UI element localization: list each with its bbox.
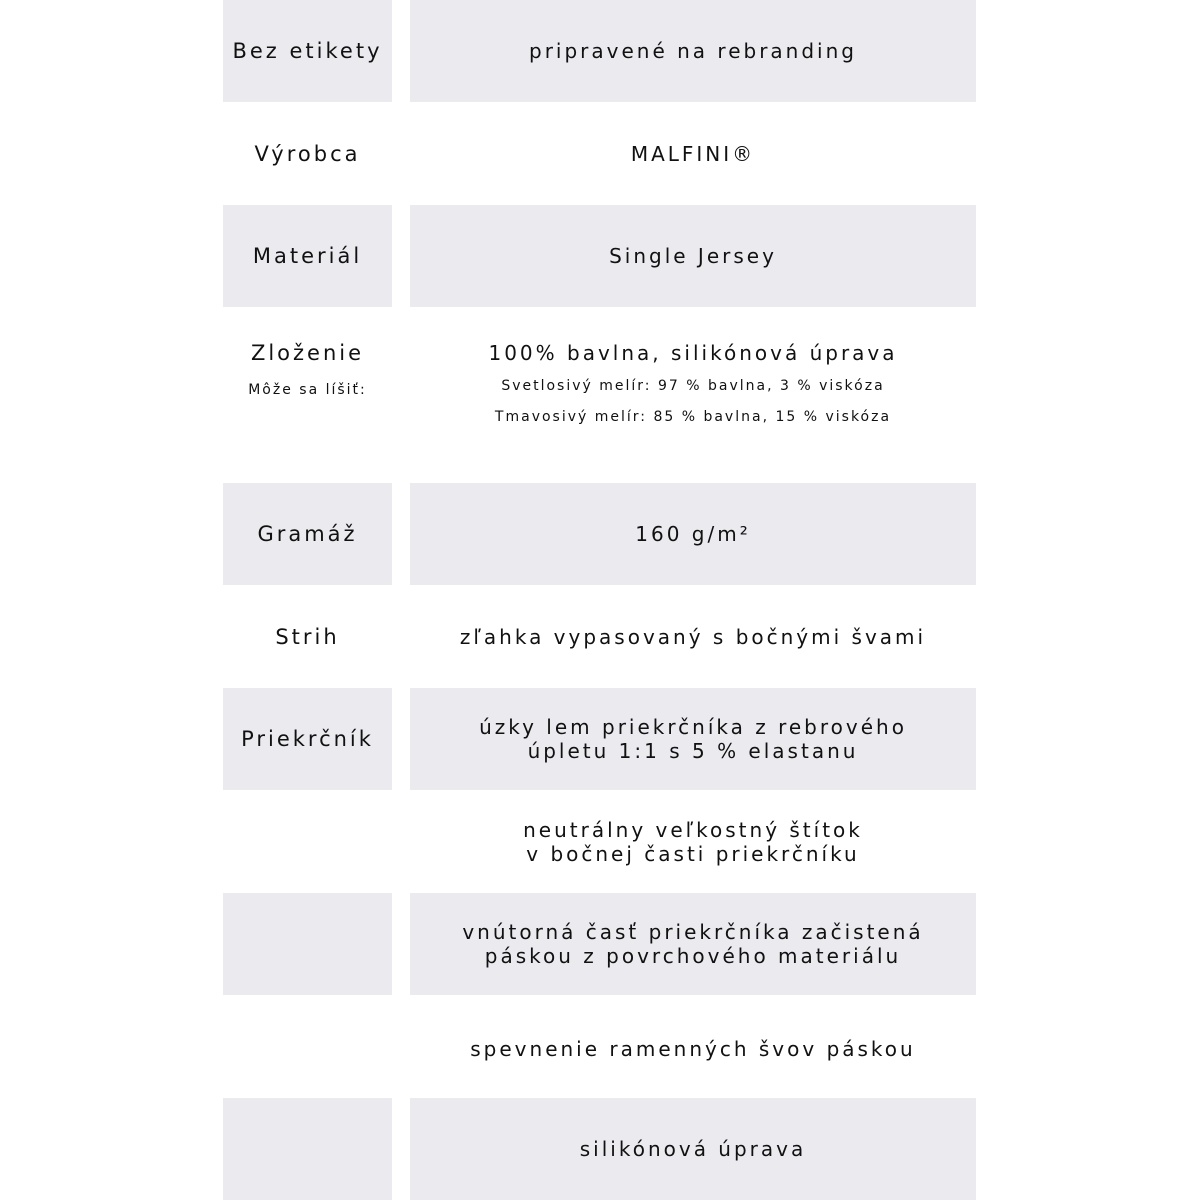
spec-value: MALFINI® [630,141,756,166]
spec-value-cell [410,102,976,205]
spec-value-cell [410,205,976,307]
spec-row-material [0,205,1200,307]
spec-label-cell [223,893,392,995]
spec-row-stitok [0,790,1200,893]
spec-row-vyrobca [0,102,1200,205]
spec-subvalue: Svetlosivý melír: 97 % bavlna, 3 % viskóza [501,378,885,394]
spec-value-cell [410,307,976,483]
spec-row-spevnenie [0,995,1200,1098]
spec-value-cell [410,1098,976,1200]
spec-value-cell [410,995,976,1098]
spec-value-cell [410,790,976,893]
spec-label-cell [223,688,392,790]
spec-label-cell [223,585,392,688]
spec-label: Výrobca [254,141,361,166]
spec-row-zlozenie [0,307,1200,483]
spec-label-cell [223,790,392,893]
spec-label-cell [223,102,392,205]
spec-label-cell [223,1098,392,1200]
spec-value: neutrálny veľkostný štítok v bočnej časti priekrčníku [523,817,863,866]
spec-label: Zloženie [250,341,365,365]
spec-sublabel: Môže sa líšiť: [248,382,367,398]
spec-value-cell [410,688,976,790]
spec-value-cell [410,483,976,585]
spec-value: 100% bavlna, silikónová úprava [488,341,898,365]
spec-value-cell [410,585,976,688]
spec-label-cell [223,205,392,307]
spec-row-bez-etikety [0,0,1200,102]
spec-row-strih [0,585,1200,688]
spec-value: spevnenie ramenných švov páskou [470,1037,916,1061]
spec-row-silikonova-uprava [0,1098,1200,1200]
spec-label: Materiál [252,244,363,268]
spec-row-gramaz [0,483,1200,585]
spec-subvalue: Tmavosivý melír: 85 % bavlna, 15 % viskóza [494,409,892,425]
spec-value: Single Jersey [609,244,777,268]
spec-label-cell [223,995,392,1098]
spec-value: pripravené na rebranding [529,39,857,63]
spec-label-cell [223,307,392,483]
spec-label-cell [223,483,392,585]
spec-label: Strih [275,624,340,649]
spec-row-priekrcnik [0,688,1200,790]
spec-value: úzky lem priekrčníka z rebrového úpletu 1:1 s 5 % elastanu [479,715,907,763]
spec-label: Gramáž [257,522,358,546]
spec-value: zľahka vypasovaný s bočnými švami [459,624,927,649]
spec-value: silikónová úprava [579,1137,807,1161]
spec-row-vnutorna-cast [0,893,1200,995]
spec-value-cell [410,0,976,102]
spec-value: vnútorná časť priekrčníka začistená páskou z povrchového materiálu [462,920,924,968]
spec-label: Priekrčník [241,727,374,751]
spec-label-cell [223,0,392,102]
spec-label: Bez etikety [232,39,383,63]
spec-value: 160 g/m² [635,522,751,546]
spec-value-cell [410,893,976,995]
